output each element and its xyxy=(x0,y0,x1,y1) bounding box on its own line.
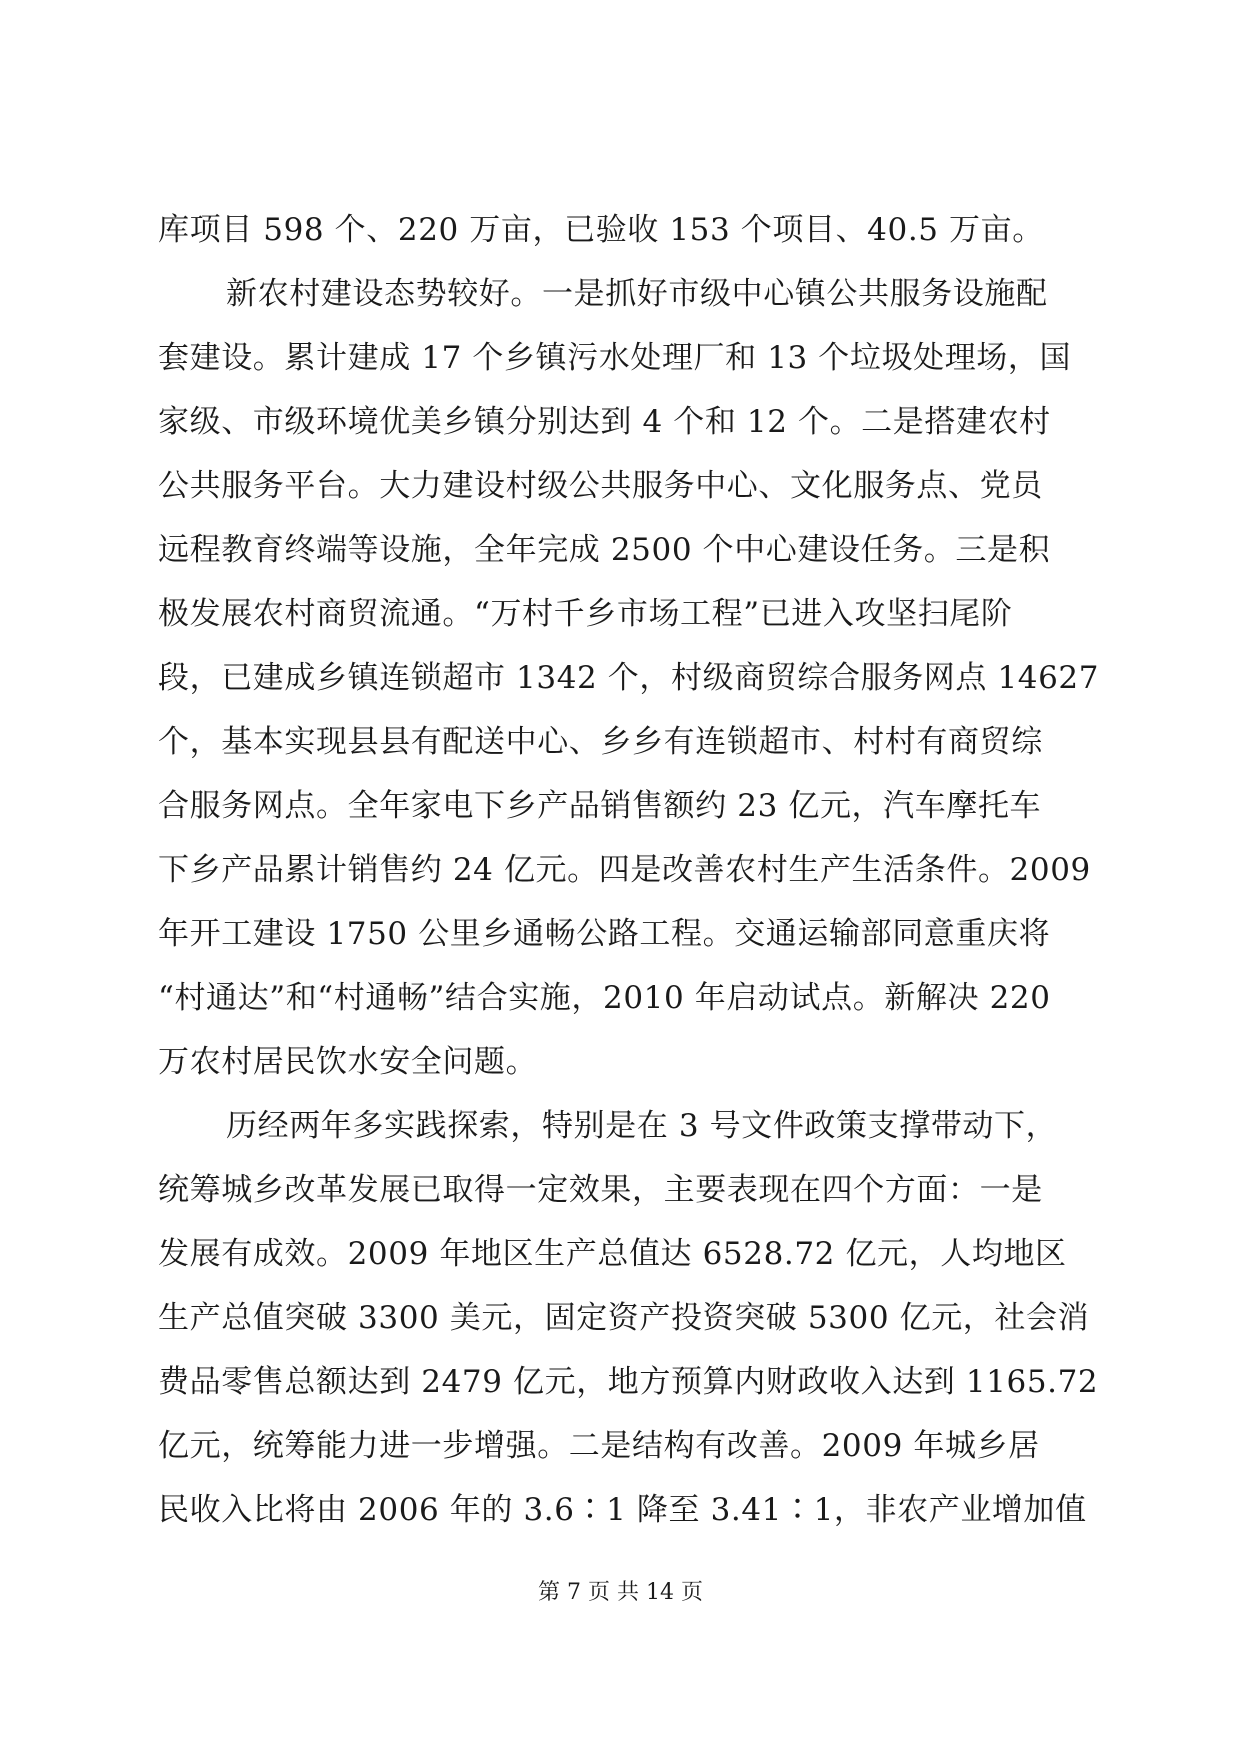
paragraph-start-line: 新农村建设态势较好。一是抓好市级中心镇公共服务设施配 xyxy=(226,276,1048,312)
text-line: 亿元，统筹能力进一步增强。二是结构有改善。2009 年城乡居 xyxy=(158,1428,1040,1464)
text-line: 段，已建成乡镇连锁超市 1342 个，村级商贸综合服务网点 14627 xyxy=(158,660,1100,696)
text-line: 费品零售总额达到 2479 亿元，地方预算内财政收入达到 1165.72 xyxy=(158,1364,1099,1400)
text-line: 远程教育终端等设施，全年完成 2500 个中心建设任务。三是积 xyxy=(158,532,1051,568)
page-number-footer: 第 7 页 共 14 页 xyxy=(538,1580,703,1605)
text-line: 个，基本实现县县有配送中心、乡乡有连锁超市、村村有商贸综 xyxy=(158,724,1043,760)
paragraph-start-line: 历经两年多实践探索，特别是在 3 号文件政策支撑带动下， xyxy=(226,1108,1058,1144)
text-line: 生产总值突破 3300 美元，固定资产投资突破 5300 亿元，社会消 xyxy=(158,1300,1090,1336)
text-line: 极发展农村商贸流通。“万村千乡市场工程”已进入攻坚扫尾阶 xyxy=(158,596,1013,632)
text-line: 发展有成效。2009 年地区生产总值达 6528.72 亿元，人均地区 xyxy=(158,1236,1067,1272)
text-line: “村通达”和“村通畅”结合实施，2010 年启动试点。新解决 220 xyxy=(158,980,1051,1016)
text-line: 年开工建设 1750 公里乡通畅公路工程。交通运输部同意重庆将 xyxy=(158,916,1051,952)
text-line: 统筹城乡改革发展已取得一定效果，主要表现在四个方面：一是 xyxy=(158,1172,1043,1208)
text-line: 下乡产品累计销售约 24 亿元。四是改善农村生产生活条件。2009 xyxy=(158,852,1091,888)
text-line: 公共服务平台。大力建设村级公共服务中心、文化服务点、党员 xyxy=(158,468,1043,504)
text-line: 万农村居民饮水安全问题。 xyxy=(158,1044,538,1080)
text-line: 家级、市级环境优美乡镇分别达到 4 个和 12 个。二是搭建农村 xyxy=(158,404,1051,440)
text-line: 库项目 598 个、220 万亩，已验收 153 个项目、40.5 万亩。 xyxy=(158,212,1044,248)
text-line: 套建设。累计建成 17 个乡镇污水处理厂和 13 个垃圾处理场，国 xyxy=(158,340,1072,376)
text-line: 民收入比将由 2006 年的 3.6∶1 降至 3.41∶1，非农产业增加值 xyxy=(158,1492,1087,1528)
text-line: 合服务网点。全年家电下乡产品销售额约 23 亿元，汽车摩托车 xyxy=(158,788,1042,824)
